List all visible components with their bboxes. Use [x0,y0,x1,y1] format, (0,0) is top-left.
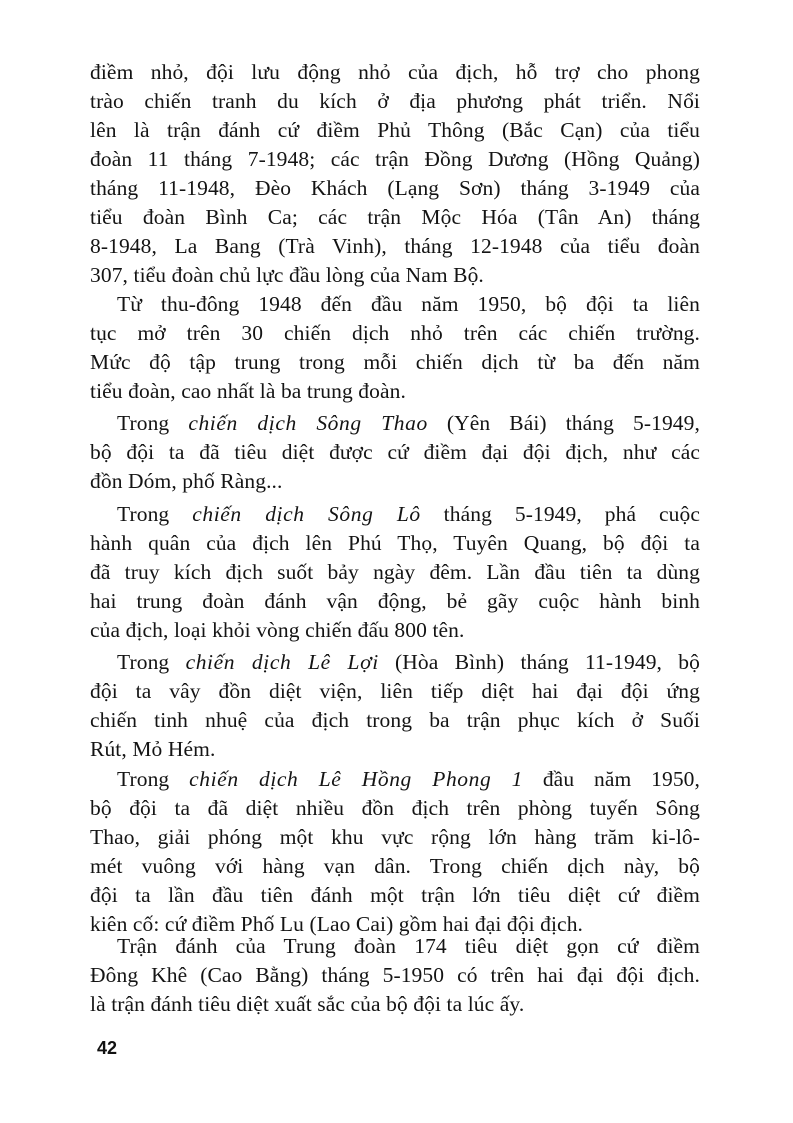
text-line: điềm nhỏ, đội lưu động nhỏ của địch, hỗ trợ cho phong [90,60,700,84]
paragraph-lead-line [117,409,700,437]
text-line: Đông Khê (Cao Bằng) tháng 5-1950 có trên hai đại đội địch. [90,963,700,987]
text-line: đã truy kích địch suốt bảy ngày đêm. Lần đầu tiên ta dùng [90,560,700,584]
text-line: là trận đánh tiêu diệt xuất sắc của bộ đội ta lúc ấy. [90,992,525,1016]
lead-prefix: Trong [117,411,189,435]
text-line: đoàn 11 tháng 7-1948; các trận Đồng Dương (Hồng Quảng) [90,147,700,171]
text-line: đội ta lần đầu tiên đánh một trận lớn tiêu diệt cứ điềm [90,883,700,907]
text-line: trào chiến tranh du kích ở địa phương phát triển. Nổi [90,89,700,113]
text-line: lên là trận đánh cứ điềm Phủ Thông (Bắc Cạn) của tiểu [90,118,700,142]
text-line: 8-1948, La Bang (Trà Vinh), tháng 12-1948 của tiểu đoàn [90,234,700,258]
campaign-name: chiến dịch Lê Hồng Phong 1 [189,767,524,791]
lead-suffix: đầu năm 1950, [523,767,700,791]
lead-prefix: Trong [117,650,186,674]
text-line: của địch, loại khỏi vòng chiến đấu 800 tên. [90,618,465,642]
text-line: chiến tinh nhuệ của địch trong ba trận phục kích ở Suối [90,708,700,732]
text-line: tiểu đoàn Bình Ca; các trận Mộc Hóa (Tân An) tháng [90,205,700,229]
text-line: hai trung đoàn đánh vận động, bẻ gãy cuộc hành binh [90,589,700,613]
campaign-name: chiến dịch Sông Thao [188,411,428,435]
text-line: Từ thu-đông 1948 đến đầu năm 1950, bộ đội ta liên [117,292,700,316]
text-line: Thao, giải phóng một khu vực rộng lớn hàng trăm ki-lô- [90,825,700,849]
text-line: Rút, Mỏ Hém. [90,737,216,761]
text-line: Mức độ tập trung trong mỗi chiến dịch từ ba đến năm [90,350,700,374]
lead-suffix: (Hòa Bình) tháng 11-1949, bộ [378,650,700,674]
text-line: kiên cố: cứ điềm Phố Lu (Lao Cai) gồm hai đại đội địch. [90,912,584,936]
lead-prefix: Trong [117,502,193,526]
lead-suffix: tháng 5-1949, phá cuộc [420,502,701,526]
text-line: bộ đội ta đã tiêu diệt được cứ điềm đại đội địch, như các [90,440,700,464]
text-line: Trận đánh của Trung đoàn 174 tiêu diệt gọn cứ điềm [117,934,700,958]
text-line: mét vuông với hàng vạn dân. Trong chiến dịch này, bộ [90,854,700,878]
text-line: tục mở trên 30 chiến dịch nhỏ trên các chiến trường. [90,321,700,345]
text-line: hành quân của địch lên Phú Thọ, Tuyên Quang, bộ đội ta [90,531,700,555]
lead-suffix: (Yên Bái) tháng 5-1949, [427,411,700,435]
paragraph-lead-line [117,765,700,793]
text-line: bộ đội ta đã diệt nhiều đồn địch trên phòng tuyến Sông [90,796,700,820]
text-line: 307, tiểu đoàn chủ lực đầu lòng của Nam Bộ. [90,263,484,287]
text-line: tiểu đoàn, cao nhất là ba trung đoàn. [90,379,406,403]
paragraph-lead-line [117,500,700,528]
lead-prefix: Trong [117,767,190,791]
campaign-name: chiến dịch Lê Lợi [185,650,379,674]
text-line: tháng 11-1948, Đèo Khách (Lạng Sơn) tháng 3-1949 của [90,176,700,200]
text-line: đồn Dóm, phố Ràng... [90,469,283,493]
text-line: đội ta vây đồn diệt viện, liên tiếp diệt hai đại đội ứng [90,679,700,703]
paragraph-lead-line [117,648,700,676]
page-number: 42 [97,1038,118,1058]
campaign-name: chiến dịch Sông Lô [192,502,421,526]
